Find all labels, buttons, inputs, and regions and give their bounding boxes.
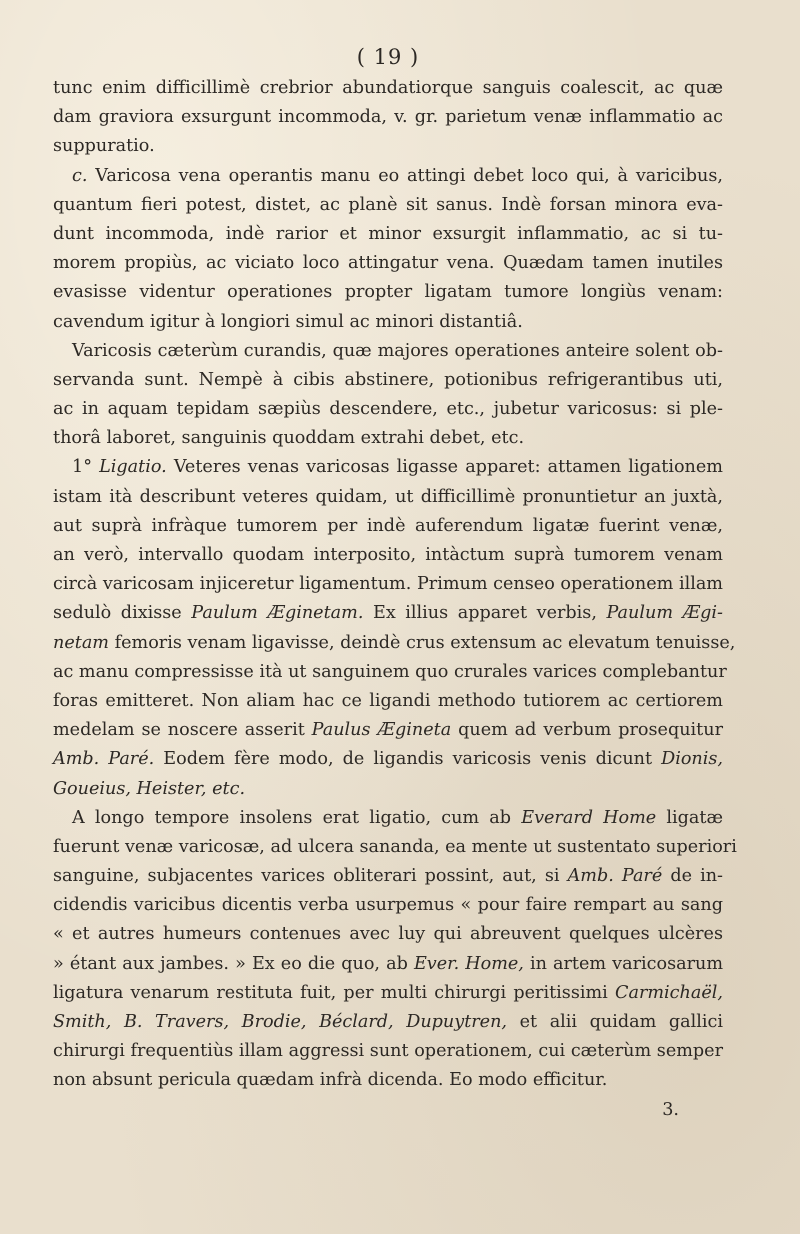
text-segment: thorâ laboret, sanguinis quoddam extrahi debet, etc.	[53, 428, 525, 449]
text-line	[53, 862, 723, 891]
text-segment: servanda sunt. Nempè à cibis abstinere, potionibus refrigerantibus uti,	[53, 369, 723, 390]
italic-segment: Ligatio.	[99, 457, 167, 478]
italic-segment: Everard Home	[521, 807, 657, 828]
text-segment: non absunt pericula quædam infrà dicenda. Eo modo efficitur.	[53, 1070, 608, 1091]
text-segment: in artem varicosarum	[523, 953, 724, 974]
text-segment: et alii quidam gallici	[507, 1012, 724, 1032]
text-segment: femoris venam ligavisse, deindè crus extensum ac elevatum tenuisse,	[109, 632, 736, 653]
italic-segment: c.	[72, 165, 88, 186]
text-segment: suppuratio.	[53, 136, 155, 157]
text-line	[53, 74, 723, 103]
text-segment: ac in aquam tepidam sæpiùs descendere, etc., jubetur varicosus: si ple-	[53, 399, 723, 420]
text-line	[53, 804, 723, 833]
text-segment: Eodem fère modo, de ligandis varicosis venis dicunt	[154, 749, 662, 770]
text-segment: morem propiùs, ac viciato loco attingatur vena. Quædam tamen inutiles	[53, 253, 723, 274]
text-line	[53, 920, 723, 949]
section-number: 3.	[662, 1099, 679, 1120]
text-line	[53, 1066, 723, 1095]
text-line	[53, 453, 723, 482]
text-line	[53, 337, 723, 366]
text-segment: circà varicosam injiceretur ligamentum. Primum censeo operationem illam	[53, 574, 723, 595]
text-segment: quantum fieri potest, distet, ac planè sit sanus. Indè forsan minora eva-	[53, 194, 723, 215]
text-segment: sanguine, subjacentes varices obliterari possint, aut, si	[53, 866, 568, 887]
text-line	[53, 308, 723, 337]
text-line	[53, 629, 736, 658]
text-segment: ligatæ	[656, 807, 724, 828]
page-number: ( 19 )	[356, 45, 420, 69]
text-line	[53, 745, 723, 774]
text-line	[53, 1037, 723, 1066]
text-line	[53, 1008, 723, 1037]
text-segment: 1°	[72, 457, 100, 478]
text-segment: cavendum igitur à longiori simul ac minori distantiâ.	[53, 311, 523, 332]
text-line	[53, 395, 723, 424]
text-line	[53, 103, 723, 132]
text-segment: aut suprà infràque tumorem per indè auferendum ligatæ fuerint venæ,	[53, 515, 723, 536]
text-segment: cidendis varicibus dicentis verba usurpemus « pour faire rempart au sang	[53, 895, 723, 916]
text-line	[53, 950, 723, 979]
text-segment: chirurgi frequentiùs illam aggressi sunt operationem, cui cæterùm semper	[53, 1041, 723, 1062]
text-segment: de in-	[662, 866, 723, 887]
italic-segment: Paulum Æginetam.	[191, 603, 364, 624]
text-segment: sedulò dixisse	[53, 603, 192, 624]
text-line	[53, 570, 723, 599]
text-line	[53, 891, 723, 920]
paragraph	[53, 74, 723, 162]
text-segment: Veteres venas varicosas ligasse apparet: attamen ligationem	[166, 457, 723, 478]
text-segment: quem ad verbum prosequitur	[451, 720, 723, 741]
italic-segment: Paulum Ægi-	[606, 603, 724, 624]
text-segment: A longo tempore insolens erat ligatio, cum ab	[72, 807, 522, 828]
text-line	[53, 541, 723, 570]
text-line	[53, 775, 723, 804]
italic-segment: Amb. Paré.	[53, 749, 155, 770]
text-line	[53, 132, 723, 161]
text-line	[53, 979, 723, 1008]
text-segment: foras emitteret. Non aliam hac ce ligandi methodo tutiorem ac certiorem	[53, 690, 723, 711]
document-page	[53, 40, 737, 1125]
text-line	[53, 658, 727, 687]
text-segment: istam ità describunt veteres quidam, ut difficillimè pronuntietur an juxtà,	[53, 486, 723, 507]
italic-segment: Carmichaël,	[615, 982, 723, 1003]
text-segment: Varicosis cæterùm curandis, quæ majores operationes anteire solent ob-	[72, 340, 723, 361]
text-segment: Varicosa vena operantis manu eo attingi debet loco qui, à varicibus,	[87, 165, 723, 186]
text-line	[53, 278, 723, 307]
italic-segment: Paulus Ægineta	[311, 720, 452, 741]
text-line	[53, 716, 723, 745]
text-line	[53, 512, 723, 541]
text-line	[53, 687, 723, 716]
text-line	[53, 220, 723, 249]
text-segment: « et autres humeurs contenues avec luy qui abreuvent quelques ulcères	[53, 924, 723, 945]
paragraph	[53, 337, 723, 454]
text-line	[53, 483, 723, 512]
italic-segment: netam	[53, 632, 109, 653]
text-line	[53, 249, 723, 278]
text-line	[53, 366, 723, 395]
paragraph	[53, 804, 737, 1096]
paragraph	[53, 162, 723, 337]
text-line	[53, 191, 723, 220]
italic-segment: Goueius, Heister, etc.	[53, 778, 246, 799]
text-segment: medelam se noscere asserit	[53, 720, 312, 741]
text-segment: an verò, intervallo quodam interposito, intàctum suprà tumorem venam	[53, 545, 723, 565]
text-line	[53, 833, 737, 862]
text-segment: evasisse videntur operationes propter ligatam tumore longiùs venam:	[53, 282, 723, 303]
text-segment: ligatura venarum restituta fuit, per multi chirurgi peritissimi	[53, 982, 616, 1003]
paragraph	[53, 453, 736, 803]
text-segment: ac manu compressisse ità ut sanguinem quo crurales varices complebantur	[53, 661, 727, 682]
text-body	[53, 74, 737, 1096]
italic-segment: Ever. Home,	[413, 953, 524, 974]
italic-segment: Amb. Paré	[567, 866, 663, 887]
text-line	[53, 424, 723, 453]
text-segment: dunt incommoda, indè rarior et minor exsurgit inflammatio, ac si tu-	[53, 223, 723, 244]
text-segment: tunc enim difficillimè crebrior abundatiorque sanguis coalescit, ac quæ	[53, 78, 723, 98]
text-line	[53, 599, 723, 628]
text-segment: dam graviora exsurgunt incommoda, v. gr. parietum venæ inflammatio ac	[53, 107, 723, 128]
text-segment: » étant aux jambes. » Ex eo die quo, ab	[53, 953, 414, 974]
text-segment: fuerunt venæ varicosæ, ad ulcera sananda, ea mente ut sustentato superiori	[53, 836, 737, 857]
text-line	[53, 162, 723, 191]
italic-segment: Smith, B. Travers, Brodie, Béclard, Dupuytren,	[53, 1012, 508, 1032]
italic-segment: Dionis,	[661, 749, 723, 770]
text-segment: Ex illius apparet verbis,	[363, 603, 607, 624]
